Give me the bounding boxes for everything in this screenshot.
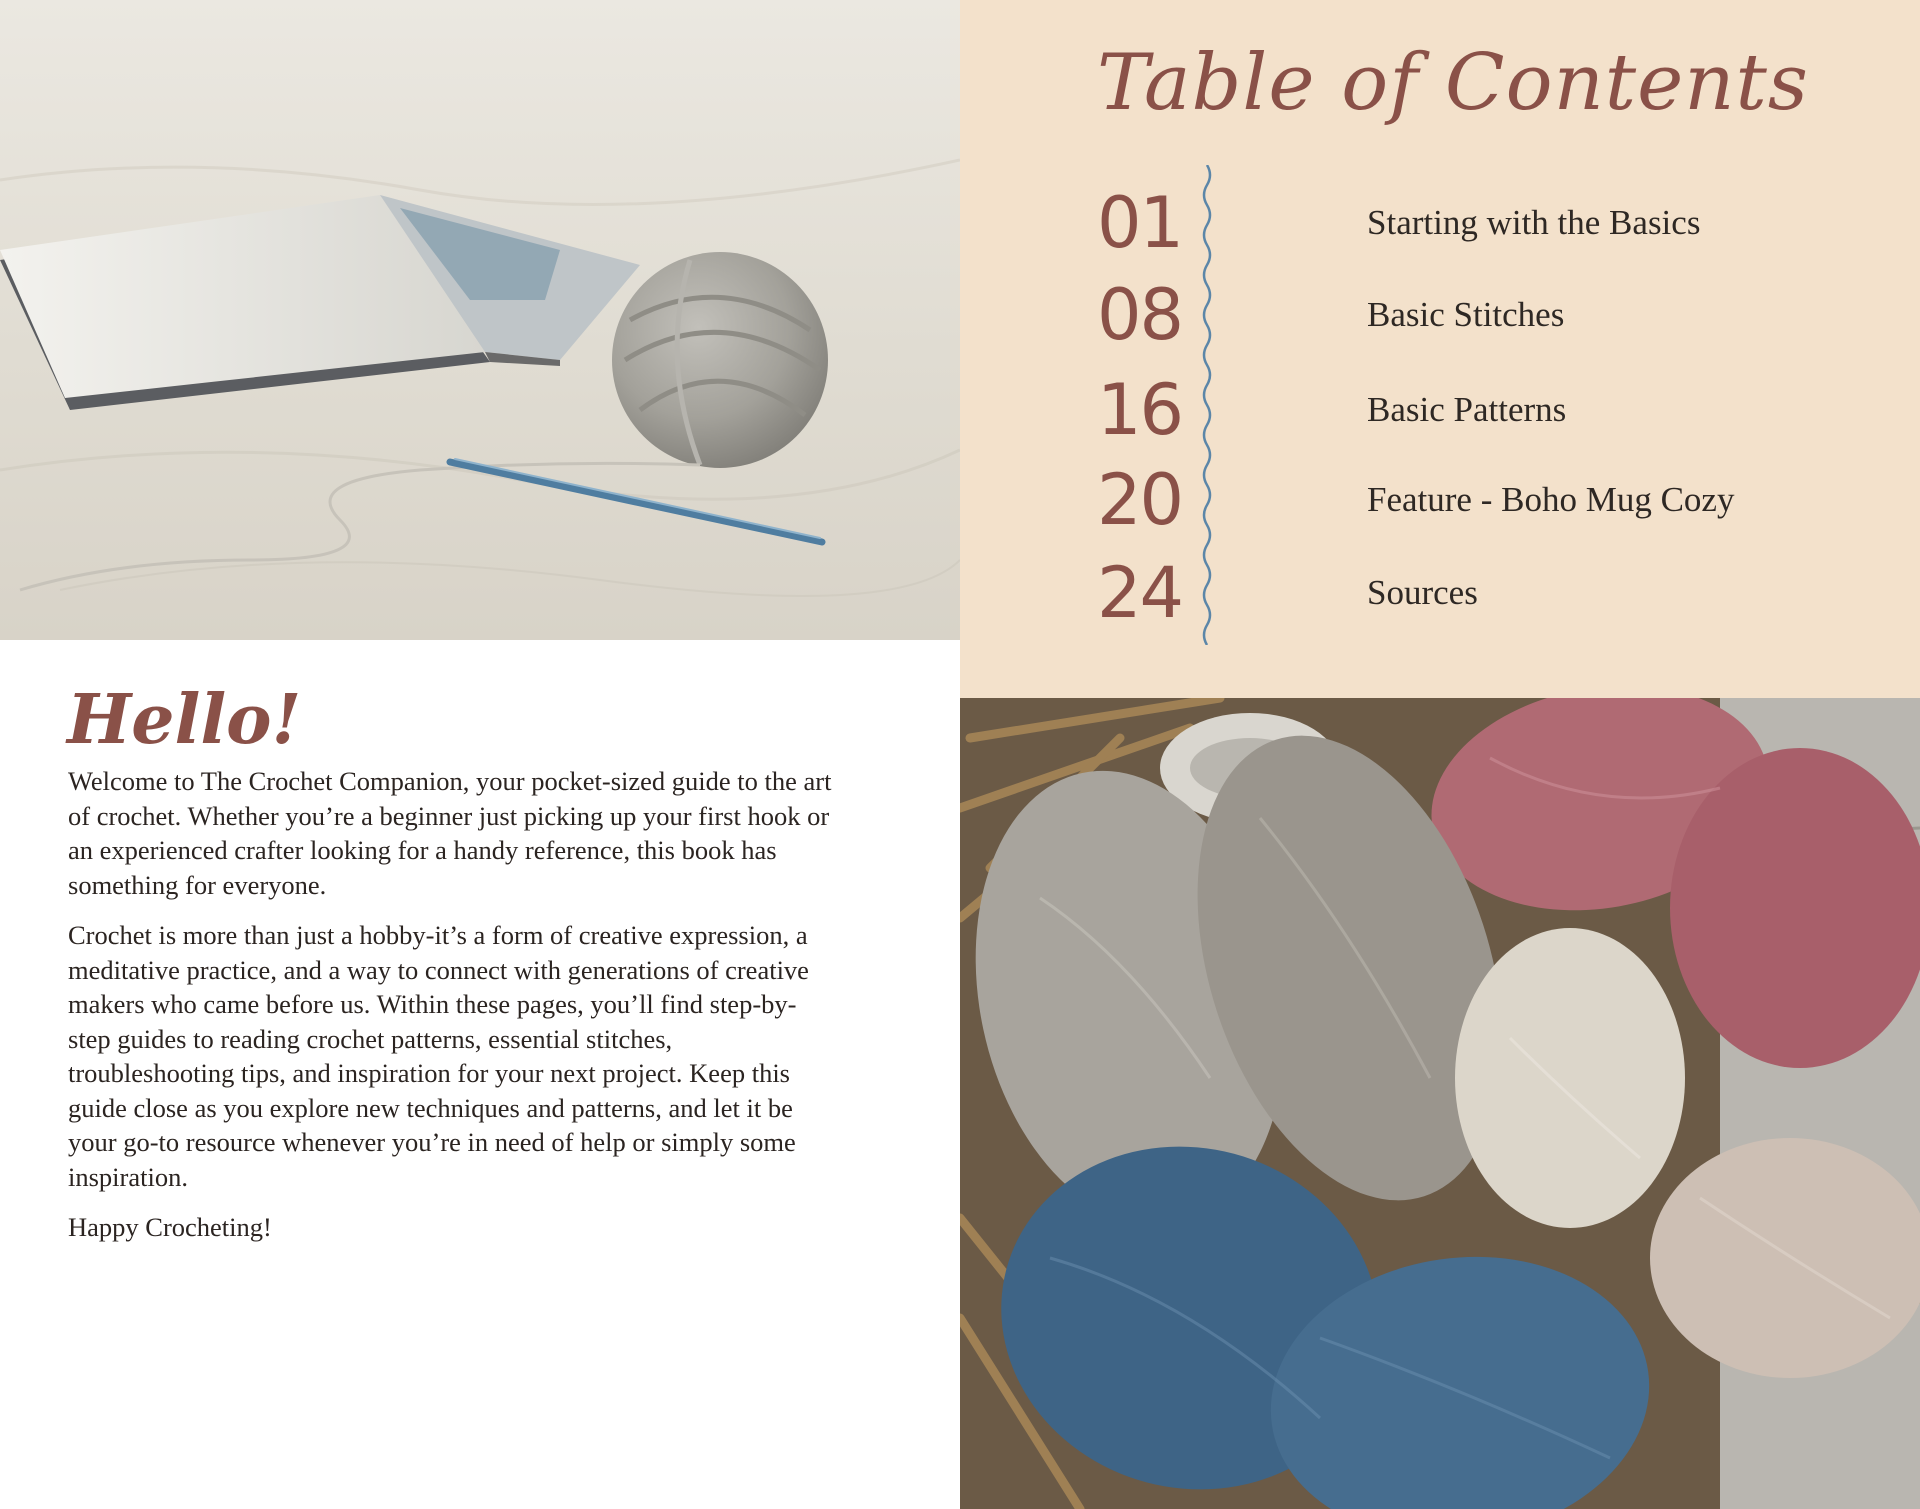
intro-signoff: Happy Crocheting! — [68, 1212, 272, 1242]
toc-number: 24 — [1097, 552, 1183, 634]
intro-body — [68, 764, 838, 1261]
toc-label: Basic Stitches — [1367, 295, 1565, 334]
intro-heading: Hello! — [67, 680, 302, 760]
toc-label: Feature - Boho Mug Cozy — [1367, 480, 1735, 519]
intro-paragraph: Welcome to The Crochet Companion, your pocket-sized guide to the art of crochet. Whether you’re a beginner just picking up your first hook or an experienced crafter looking for a handy reference, this book has something for everyone. — [68, 766, 832, 900]
toc-number: 08 — [1097, 274, 1183, 356]
toc-number: 20 — [1097, 459, 1183, 541]
yarn-basket-photo — [960, 698, 1920, 1509]
intro-paragraph: Crochet is more than just a hobby-it’s a form of creative expression, a meditative practice, and a way to connect with generations of creative makers who came before us. Within these pages, you’ll find step-by-step guides to reading crochet patterns, essential stitches, troubleshooting tips, and inspiration for your next project. Keep this guide close as you explore new techniques and patterns, and let it be your go-to resource whenever you’re in need of help or simply some inspiration. — [68, 920, 809, 1192]
toc-panel — [960, 0, 1920, 698]
toc-title: Table of Contents — [1097, 38, 1809, 128]
toc-label: Starting with the Basics — [1367, 203, 1701, 242]
toc-number: 16 — [1097, 369, 1183, 451]
toc-label: Sources — [1367, 573, 1478, 612]
toc-number: 01 — [1097, 182, 1183, 264]
toc-label: Basic Patterns — [1367, 390, 1567, 429]
book-yarn-photo — [0, 0, 960, 640]
